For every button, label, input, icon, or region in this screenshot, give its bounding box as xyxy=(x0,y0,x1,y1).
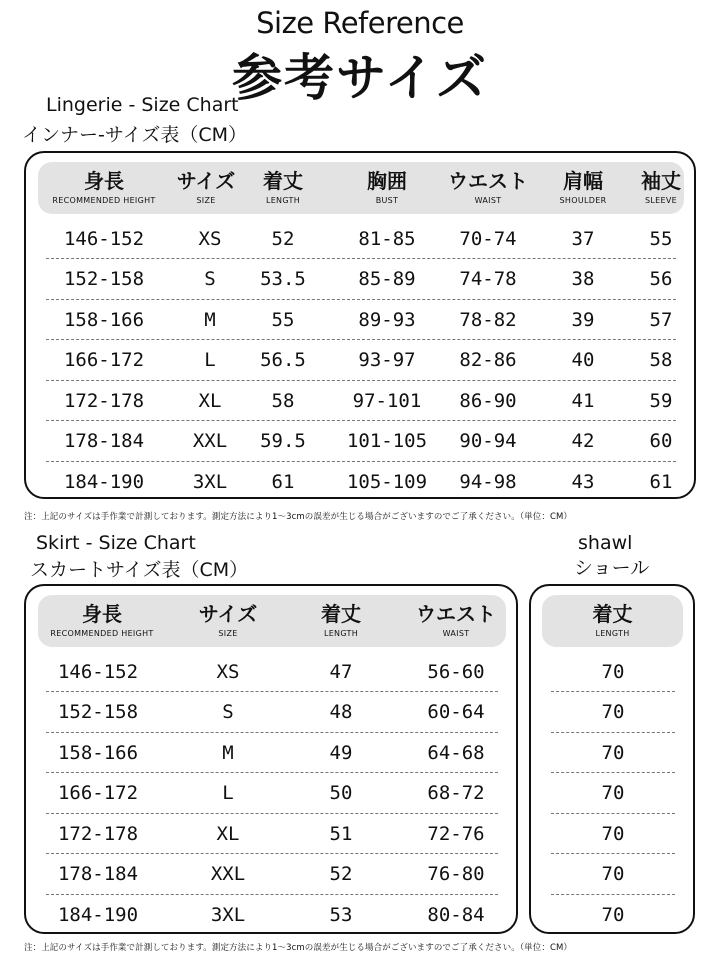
cell-length: 70 xyxy=(601,782,625,804)
cell-bust: 97-101 xyxy=(352,389,422,412)
cell-size: S xyxy=(222,701,234,723)
cell-height: 146-152 xyxy=(57,660,139,683)
cell-waist: 70-74 xyxy=(459,227,517,250)
skirt-header-height-en: RECOMMENDED HEIGHT xyxy=(50,629,154,638)
cell-size: XS xyxy=(198,227,222,250)
lingerie-header-length-en: LENGTH xyxy=(265,196,301,205)
table-row xyxy=(46,855,498,895)
cell-shoulder: 37 xyxy=(571,227,595,250)
lingerie-header-length-jp: 着丈 xyxy=(263,169,303,193)
cell-length: 55 xyxy=(271,308,295,331)
cell-waist: 76-80 xyxy=(427,863,485,885)
shawl-size-table xyxy=(529,584,695,934)
table-row xyxy=(46,381,676,421)
lingerie-header-waist xyxy=(434,162,542,214)
lingerie-header-sleeve xyxy=(624,162,698,214)
skirt-size-table xyxy=(24,584,518,934)
cell-bust: 105-109 xyxy=(346,471,428,493)
table-row xyxy=(46,733,498,773)
cell-shoulder: 39 xyxy=(571,308,595,331)
skirt-header-size xyxy=(180,595,276,647)
table-row xyxy=(46,693,498,733)
cell-height: 152-158 xyxy=(63,268,145,290)
cell-length: 53.5 xyxy=(260,268,306,290)
cell-shoulder: 42 xyxy=(571,430,595,452)
page-title-en: Size Reference xyxy=(256,6,464,40)
lingerie-header-size-jp: サイズ xyxy=(176,169,236,193)
lingerie-header-bust-jp: 胸囲 xyxy=(367,169,407,193)
lingerie-header-length xyxy=(240,162,326,214)
cell-size: M xyxy=(204,308,216,331)
cell-height: 158-166 xyxy=(57,741,139,764)
cell-length: 70 xyxy=(601,822,625,845)
cell-waist: 82-86 xyxy=(459,349,517,371)
cell-height: 184-190 xyxy=(63,471,145,493)
skirt-header-size-jp: サイズ xyxy=(198,602,258,626)
shawl-title-en: shawl xyxy=(578,532,633,554)
table-row xyxy=(46,341,676,381)
cell-size: L xyxy=(222,782,234,804)
cell-sleeve: 60 xyxy=(649,430,673,452)
skirt-title-jp: スカートサイズ表（CM） xyxy=(30,559,249,581)
cell-length: 52 xyxy=(271,227,295,250)
cell-size: M xyxy=(222,741,234,764)
table-row xyxy=(46,260,676,300)
lingerie-header-bust xyxy=(333,162,441,214)
lingerie-size-table xyxy=(24,151,696,499)
table-row xyxy=(46,895,498,935)
cell-sleeve: 55 xyxy=(649,227,673,250)
cell-length: 52 xyxy=(329,863,353,885)
cell-waist: 80-84 xyxy=(427,904,485,926)
cell-length: 70 xyxy=(601,660,625,683)
cell-length: 56.5 xyxy=(260,349,306,371)
shawl-header-length-jp: 着丈 xyxy=(592,602,633,626)
cell-waist: 94-98 xyxy=(459,471,517,493)
cell-bust: 101-105 xyxy=(346,430,428,452)
lingerie-header-waist-jp: ウエスト xyxy=(448,169,528,193)
skirt-header-height xyxy=(38,595,166,647)
bottom-note: 注：上記のサイズは手作業で計測しております。測定方法により1～3cmの誤差が生じる場合がございますのでご了承ください。（単位：CM） xyxy=(24,943,573,953)
cell-sleeve: 59 xyxy=(649,389,673,412)
cell-length: 48 xyxy=(329,701,353,723)
cell-waist: 68-72 xyxy=(427,782,485,804)
cell-sleeve: 56 xyxy=(649,268,673,290)
cell-length: 47 xyxy=(329,660,353,683)
cell-length: 58 xyxy=(271,389,295,412)
table-row xyxy=(46,219,676,259)
cell-height: 178-184 xyxy=(57,863,139,885)
lingerie-header-sleeve-jp: 袖丈 xyxy=(641,169,681,193)
cell-height: 146-152 xyxy=(63,227,145,250)
cell-sleeve: 58 xyxy=(649,349,673,371)
cell-height: 158-166 xyxy=(63,308,145,331)
cell-length: 50 xyxy=(329,782,353,804)
table-row xyxy=(46,774,498,814)
table-row xyxy=(551,855,675,895)
cell-size: 3XL xyxy=(210,904,246,926)
skirt-header-size-en: SIZE xyxy=(218,629,238,638)
cell-shoulder: 41 xyxy=(571,389,595,412)
table-row xyxy=(46,462,676,502)
lingerie-header-shoulder xyxy=(544,162,622,214)
table-row xyxy=(551,814,675,854)
cell-length: 70 xyxy=(601,863,625,885)
table-row xyxy=(551,693,675,733)
cell-size: S xyxy=(204,268,216,290)
cell-bust: 81-85 xyxy=(358,227,416,250)
cell-waist: 90-94 xyxy=(459,430,517,452)
cell-size: L xyxy=(204,349,216,371)
cell-height: 184-190 xyxy=(57,904,139,926)
page-title-jp: 参考サイズ xyxy=(232,49,488,107)
lingerie-header-bust-en: BUST xyxy=(375,196,399,205)
cell-waist: 72-76 xyxy=(427,822,485,845)
cell-waist: 64-68 xyxy=(427,741,485,764)
cell-waist: 56-60 xyxy=(427,660,485,683)
shawl-header-length xyxy=(542,595,683,647)
cell-bust: 89-93 xyxy=(358,308,416,331)
lingerie-title-en: Lingerie - Size Chart xyxy=(46,94,239,116)
table-row xyxy=(46,652,498,692)
cell-size: XL xyxy=(216,822,240,845)
table-row xyxy=(551,895,675,935)
skirt-header-length xyxy=(298,595,384,647)
skirt-table-header xyxy=(38,595,506,647)
cell-waist: 78-82 xyxy=(459,308,517,331)
cell-shoulder: 40 xyxy=(571,349,595,371)
cell-size: 3XL xyxy=(192,471,228,493)
lingerie-header-size-en: SIZE xyxy=(196,196,216,205)
cell-shoulder: 38 xyxy=(571,268,595,290)
cell-height: 172-178 xyxy=(57,822,139,845)
lingerie-header-height xyxy=(38,162,170,214)
skirt-header-length-jp: 着丈 xyxy=(321,602,361,626)
cell-size: XS xyxy=(216,660,240,683)
table-row xyxy=(46,814,498,854)
skirt-header-height-jp: 身長 xyxy=(82,602,122,626)
cell-size: XL xyxy=(198,389,222,412)
table-row xyxy=(551,733,675,773)
cell-length: 61 xyxy=(271,471,295,493)
cell-length: 70 xyxy=(601,904,625,926)
table-row xyxy=(551,652,675,692)
skirt-header-waist-en: WAIST xyxy=(442,629,470,638)
cell-length: 70 xyxy=(601,741,625,764)
table-row xyxy=(551,774,675,814)
skirt-header-waist xyxy=(402,595,510,647)
cell-waist: 60-64 xyxy=(427,701,485,723)
cell-length: 49 xyxy=(329,741,353,764)
cell-shoulder: 43 xyxy=(571,471,595,493)
lingerie-header-height-en: RECOMMENDED HEIGHT xyxy=(52,196,156,205)
shawl-header-length-en: LENGTH xyxy=(595,629,630,638)
cell-waist: 74-78 xyxy=(459,268,517,290)
cell-height: 172-178 xyxy=(63,389,145,412)
cell-height: 166-172 xyxy=(57,782,139,804)
table-row xyxy=(46,422,676,462)
cell-height: 166-172 xyxy=(63,349,145,371)
lingerie-header-height-jp: 身長 xyxy=(84,169,124,193)
lingerie-header-shoulder-en: SHOULDER xyxy=(559,196,607,205)
shawl-table-header xyxy=(542,595,683,647)
cell-length: 59.5 xyxy=(260,430,306,452)
table-row xyxy=(46,300,676,340)
cell-height: 178-184 xyxy=(63,430,145,452)
cell-height: 152-158 xyxy=(57,701,139,723)
lingerie-title-jp: インナー-サイズ表（CM） xyxy=(22,124,247,146)
skirt-title-en: Skirt - Size Chart xyxy=(36,532,196,554)
cell-waist: 86-90 xyxy=(459,389,517,412)
skirt-header-length-en: LENGTH xyxy=(323,629,359,638)
cell-size: XXL xyxy=(192,430,228,452)
shawl-title-jp: ショール xyxy=(574,557,650,579)
lingerie-header-sleeve-en: SLEEVE xyxy=(645,196,677,205)
cell-sleeve: 61 xyxy=(649,471,673,493)
cell-length: 53 xyxy=(329,904,353,926)
lingerie-header-waist-en: WAIST xyxy=(474,196,502,205)
cell-size: XXL xyxy=(210,863,246,885)
cell-bust: 85-89 xyxy=(358,268,416,290)
cell-length: 70 xyxy=(601,701,625,723)
lingerie-header-shoulder-jp: 肩幅 xyxy=(563,169,603,193)
lingerie-table-header xyxy=(38,162,684,214)
lingerie-note: 注：上記のサイズは手作業で計測しております。測定方法により1～3cmの誤差が生じる場合がございますのでご了承ください。（単位：CM） xyxy=(24,512,573,522)
cell-length: 51 xyxy=(329,822,353,845)
skirt-header-waist-jp: ウエスト xyxy=(416,602,496,626)
cell-sleeve: 57 xyxy=(649,308,673,331)
cell-bust: 93-97 xyxy=(358,349,416,371)
